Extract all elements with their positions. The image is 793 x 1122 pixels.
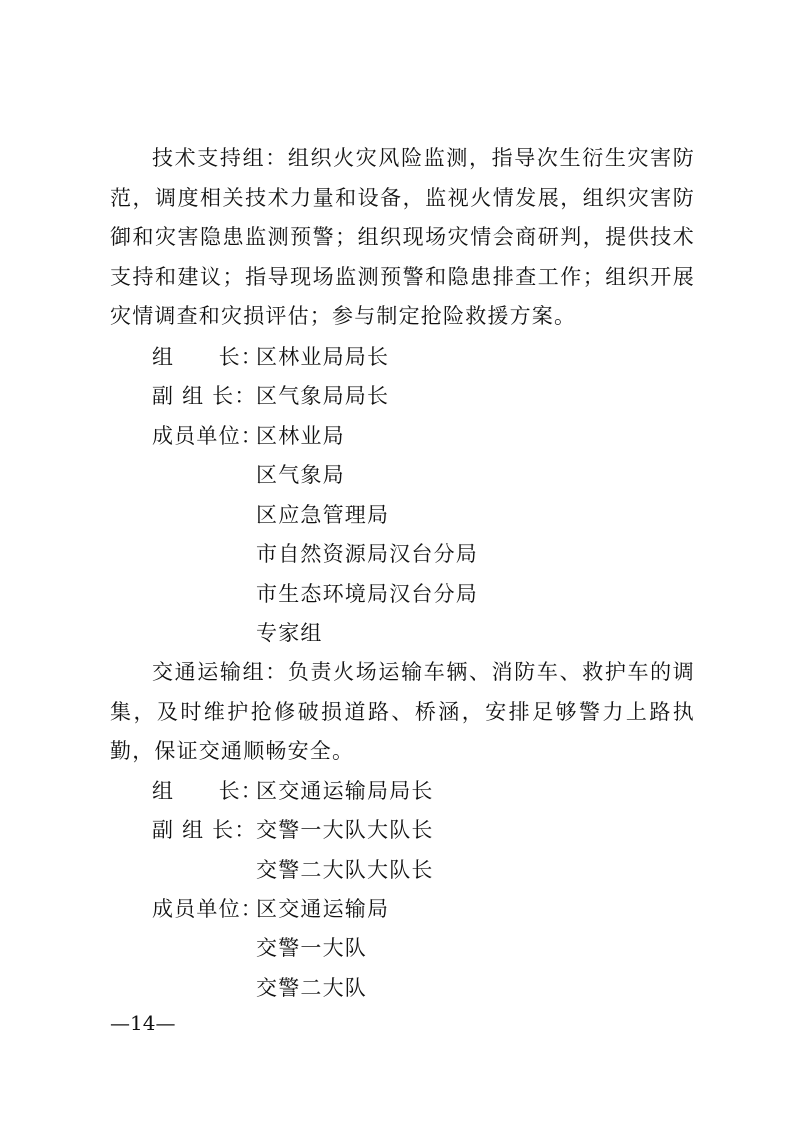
tech-leader-value: 区林业局局长 xyxy=(256,345,390,369)
tech-leader-label: 组 长： xyxy=(152,345,263,369)
transport-member-item: 交警一大队 xyxy=(256,936,367,960)
tech-member-item: 区应急管理局 xyxy=(256,503,390,527)
transport-deputy-row xyxy=(152,811,434,850)
tech-member-item: 区林业局 xyxy=(256,424,345,448)
transport-members-label: 成员单位： xyxy=(152,897,263,921)
transport-members-row xyxy=(152,890,389,929)
tech-deputy-value: 区气象局局长 xyxy=(256,384,390,408)
transport-paragraph: 交通运输组：负责火场运输车辆、消防车、救护车的调集，及时维护抢修破损道路、桥涵，安排足够警力上路执勤，保证交通顺畅安全。 xyxy=(110,660,695,763)
tech-member-item: 区气象局 xyxy=(256,463,345,487)
tech-members-row xyxy=(152,417,345,456)
tech-member-item: 市生态环境局汉台分局 xyxy=(256,582,478,606)
transport-deputy-value: 交警一大队大队长 xyxy=(256,818,434,842)
tech-deputy-label: 副 组 长： xyxy=(152,384,257,408)
tech-member-item: 市自然资源局汉台分局 xyxy=(256,542,478,566)
transport-member-item: 交警二大队 xyxy=(256,976,367,1000)
transport-deputy-label: 副 组 长： xyxy=(152,818,257,842)
page-number: —14— xyxy=(110,1011,176,1035)
transport-leader-value: 区交通运输局局长 xyxy=(256,779,434,803)
tech-member-item: 专家组 xyxy=(256,621,323,645)
tech-members-label: 成员单位： xyxy=(152,424,263,448)
tech-support-paragraph: 技术支持组：组织火灾风险监测，指导次生衍生灾害防范，调度相关技术力量和设备，监视火情发展，组织灾害防御和灾害隐患监测预警；组织现场灾情会商研判，提供技术支持和建议；指导现场监测预警和隐患排查工作；组织开展灾情调查和灾损评估；参与制定抢险救援方案。 xyxy=(110,146,695,328)
transport-member-item: 区交通运输局 xyxy=(256,897,390,921)
tech-deputy-row xyxy=(152,377,389,416)
transport-leader-label: 组 长： xyxy=(152,779,263,803)
tech-leader-row xyxy=(152,338,389,377)
transport-leader-row xyxy=(152,772,434,811)
transport-deputy-value: 交警二大队大队长 xyxy=(256,858,434,882)
